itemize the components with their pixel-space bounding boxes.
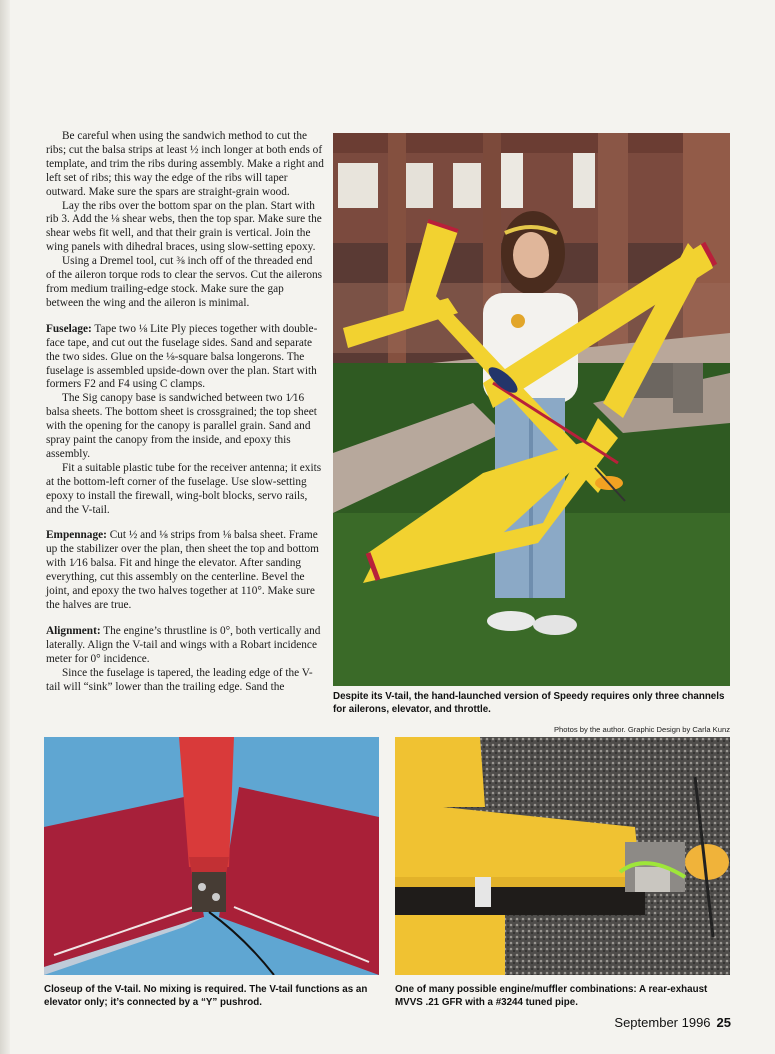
paragraph-alignment: Alignment: The engine’s thrustline is 0°, both vertically and laterally. Align the V-tail and wings with a Robart incidence meter for 0° incidence. xyxy=(46,624,321,665)
caption-main-photo: Despite its V-tail, the hand-launched version of Speedy requires only three channels for ailerons, elevator, and throttle. xyxy=(333,691,725,715)
photo-engine xyxy=(395,737,730,975)
paragraph-fuselage: Fuselage: Tape two ⅛ Lite Ply pieces together with double-face tape, and cut out the fuselage sides. Sand and separate the two sides. Glue on the ⅛-square balsa longerons. The fuselage is assembled upside-down over the plan. Start with formers F2 and F4 using C clamps. xyxy=(46,322,318,391)
photo-vtail-closeup xyxy=(44,737,379,975)
paragraph-empennage: Empennage: Cut ½ and ⅛ strips from ⅛ balsa sheet. Frame up the stabilizer over the plan, then sheet the top and bottom with 1⁄16 balsa. Fit and hinge the elevator. After sanding everything, cut this assembly on the centerline. Bevel the joint, and epoxy the two halves together at 110°. Make sure the halves are true. xyxy=(46,529,319,611)
caption-vtail: Closeup of the V-tail. No mixing is required. The V-tail functions as an elevator only; it’s connected by a “Y” pushrod. xyxy=(44,984,368,1008)
page-footer xyxy=(614,1015,731,1030)
caption-engine: One of many possible engine/muffler combinations: A rear-exhaust MVVS .21 GFR with a #3244 tuned pipe. xyxy=(395,984,708,1008)
issue-date: September 1996 xyxy=(614,1015,711,1030)
page-number: 25 xyxy=(716,1015,731,1030)
page-edge xyxy=(0,0,10,1054)
photo-credit: Photos by the author. Graphic Design by Carla Kunz xyxy=(553,725,730,734)
heading-alignment: Alignment: xyxy=(46,624,101,637)
paragraph-antenna: Fit a suitable plastic tube for the receiver antenna; it exits at the bottom-left corner of the fuselage. Use slow-setting epoxy to install the firewall, wing-bolt blocks, servo rails, and the V-tail. xyxy=(46,461,322,516)
paragraph-aileron: Using a Dremel tool, cut ⅜ inch off of the threaded end of the aileron torque rods to clear the servos. Cut the ailerons from medium trailing-edge stock. Make sure the gap between the wing and the aileron is minimal. xyxy=(46,255,323,309)
paragraph-canopy: The Sig canopy base is sandwiched between two 1⁄16 balsa sheets. The bottom sheet is crossgrained; the top sheet with the opening for the canopy is parallel grain. Sand and spray paint the canopy from the inside, and epoxy this assembly. xyxy=(46,392,317,460)
photo-girl-with-plane xyxy=(333,133,730,686)
paragraph-spar: Lay the ribs over the bottom spar on the plan. Start with rib 3. Add the ⅛ shear webs, then the top spar. Make sure the shear webs fit well, and that their grain is vertical. Join the wing panels with dihedral braces, using slow-setting epoxy. xyxy=(46,199,322,254)
heading-empennage: Empennage: xyxy=(46,529,107,542)
paragraph-ribs: Be careful when using the sandwich method to cut the ribs; cut the balsa strips at least ½ inch longer at both ends of template, and trim the ribs during assembly. Make a right and left set of ribs; this way the edge of the ribs will taper outward. Make sure the spars are straight-grain wood. xyxy=(46,130,324,198)
heading-fuselage: Fuselage: xyxy=(46,322,92,335)
paragraph-vtail-sand: Since the fuselage is tapered, the leading edge of the V-tail will “sink” lower than the trailing edge. Sand the xyxy=(46,666,313,693)
article-column xyxy=(46,130,324,694)
